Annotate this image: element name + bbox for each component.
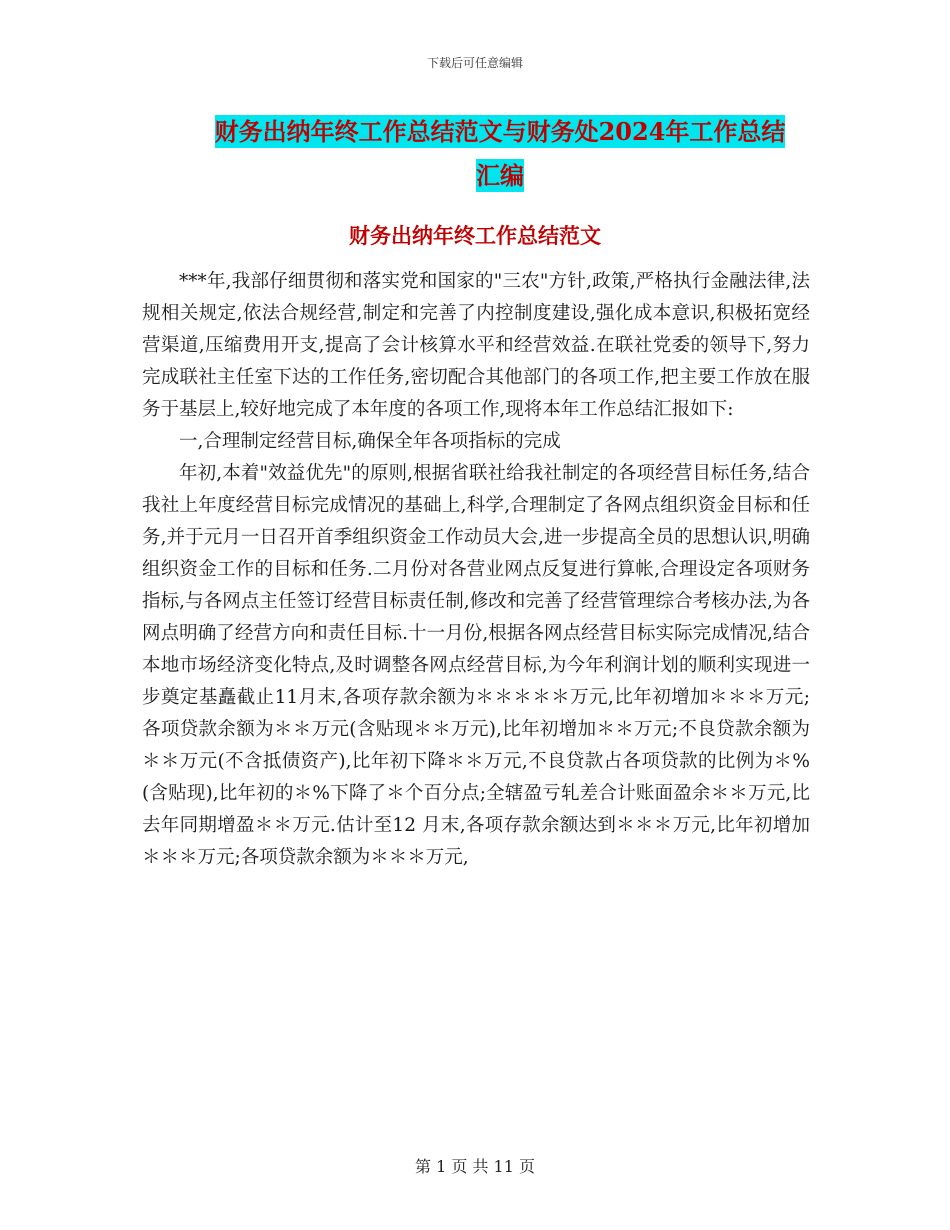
paragraph-heading: 一,合理制定经营目标,确保全年各项指标的完成	[179, 431, 561, 452]
body-text	[142, 266, 810, 874]
header-note: 下载后可任意编辑	[426, 56, 523, 70]
page-footer: 第 1 页 共 11 页	[415, 1157, 535, 1176]
paragraph: ***年,我部仔细贯彻和落实党和国家的"三农"方针,政策,严格执行金融法律,法规相关规定,依法合规经营,制定和完善了内控制度建设,强化成本意识,积极拓宽经营渠道,压缩费用开支,提高了会计核算水平和经营效益.在联社党委的领导下,努力完成联社主任室下达的工作任务,密切配合其他部门的各项工作,把主要工作放在服务于基层上,较好地完成了本年度的各项工作,现将本年工作总结汇报如下:	[142, 271, 810, 420]
section-title: 财务出纳年终工作总结范文	[349, 223, 601, 248]
title-line-2: 汇编	[476, 161, 524, 190]
document-title	[140, 110, 860, 198]
title-line-1: 财务出纳年终工作总结范文与财务处2024年工作总结	[214, 117, 786, 146]
paragraph: 年初,本着"效益优先"的原则,根据省联社给我社制定的各项经营目标任务,结合我社上年度经营目标完成情况的基础上,科学,合理制定了各网点组织资金目标和任务,并于元月一日召开首季组织资金工作动员大会,进一步提高全员的思想认识,明确组织资金工作的目标和任务.二月份对各营业网点反复进行算帐,合理设定各项财务指标,与各网点主任签订经营目标责任制,修改和完善了经营管理综合考核办法,为各网点明确了经营方向和责任目标.十一月份,根据各网点经营目标实际完成情况,结合本地市场经济变化特点,及时调整各网点经营目标,为今年利润计划的顺利实现进一步奠定基矗截止11月末,各项存款余额为＊＊＊＊＊万元,比年初增加＊＊＊万元;各项贷款余额为＊＊万元(含贴现＊＊万元),比年初增加＊＊万元;不良贷款余额为＊＊万元(不含抵债资产),比年初下降＊＊万元,不良贷款占各项贷款的比例为＊%(含贴现),比年初的＊%下降了＊个百分点;全辖盈亏轧差合计账面盈余＊＊万元,比去年同期增盈＊＊万元.估计至12 月末,各项存款余额达到＊＊＊万元,比年初增加＊＊＊万元;各项贷款余额为＊＊＊万元,	[142, 463, 810, 868]
